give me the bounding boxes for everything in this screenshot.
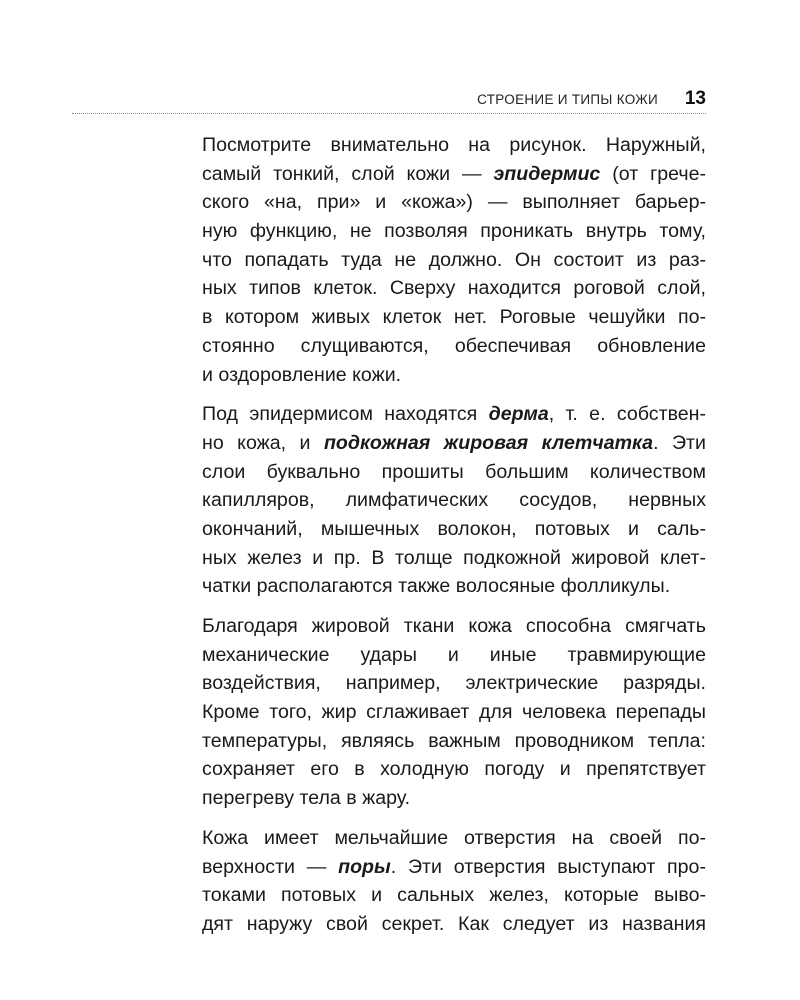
text-line: [202, 486, 706, 515]
text-line: [202, 881, 706, 910]
text-line: [202, 160, 706, 189]
body-text: [202, 131, 706, 950]
text-segment: токами потовых и сальных желез, которые выво-: [202, 884, 706, 907]
text-line: [202, 612, 706, 641]
text-segment: самый тонкий, слой кожи —: [202, 162, 494, 185]
text-segment: (от грече-: [600, 162, 706, 185]
text-line: [202, 303, 706, 332]
text-line: [202, 429, 706, 458]
text-line: [202, 755, 706, 784]
text-line: [202, 361, 706, 390]
text-line: [202, 727, 706, 756]
text-segment: ную функцию, не позволяя проникать внутрь тому,: [202, 220, 706, 243]
text-segment: ского «на, при» и «кожа») — выполняет барьер-: [202, 191, 706, 214]
text-segment: Кроме того, жир сглаживает для человека перепады: [202, 701, 706, 724]
text-segment: Под эпидермисом находятся: [202, 403, 489, 426]
key-term: подкожная жировая клетчатка: [323, 431, 654, 454]
text-segment: , т. е. собствен-: [548, 403, 706, 426]
text-segment: ных желез и пр. В толще подкожной жировой клет-: [202, 546, 706, 569]
text-segment: верхности —: [202, 855, 339, 878]
text-segment: сохраняет его в холодную погоду и препятствует: [202, 758, 706, 781]
text-line: [202, 853, 706, 882]
text-line: [202, 515, 706, 544]
text-line: [202, 246, 706, 275]
text-line: [202, 217, 706, 246]
page-number: 13: [684, 88, 706, 109]
text-segment: Кожа имеет мельчайшие отверстия на своей по-: [202, 826, 706, 849]
text-segment: механические удары и иные травмирующие: [202, 643, 706, 666]
key-term: дерма: [488, 403, 549, 426]
text-line: [202, 544, 706, 573]
text-segment: . Эти: [653, 431, 706, 454]
paragraph: [202, 612, 706, 813]
paragraph: [202, 400, 706, 601]
text-line: [202, 458, 706, 487]
key-term: эпидермис: [493, 162, 601, 185]
header-dotted-rule: [72, 113, 706, 114]
paragraph: [202, 824, 706, 939]
text-line: [202, 669, 706, 698]
text-line: [202, 274, 706, 303]
text-segment: капилляров, лимфатических сосудов, нервных: [202, 489, 706, 512]
running-title: СТРОЕНИЕ И ТИПЫ КОЖИ: [477, 92, 658, 107]
text-line: [202, 188, 706, 217]
text-segment: Благодаря жировой ткани кожа способна смягчать: [202, 615, 706, 637]
text-segment: и оздоровление кожи.: [202, 363, 402, 386]
paragraph: [202, 131, 706, 389]
key-term: поры: [338, 855, 391, 878]
text-segment: чатки располагаются также волосяные фолликулы.: [202, 575, 671, 598]
text-segment: стоянно слущиваются, обеспечивая обновление: [202, 334, 706, 357]
text-line: [202, 332, 706, 361]
text-line: [202, 572, 706, 601]
text-segment: температуры, являясь важным проводником тепла:: [202, 729, 706, 752]
text-segment: перегреву тела в жару.: [202, 787, 411, 810]
text-segment: что попадать туда не должно. Он состоит из раз-: [202, 248, 706, 271]
text-line: [202, 698, 706, 727]
text-segment: окончаний, мышечных волокон, потовых и саль-: [202, 517, 706, 540]
text-segment: в котором живых клеток нет. Роговые чешуйки по-: [202, 306, 706, 329]
text-line: [202, 641, 706, 670]
text-segment: Посмотрите внимательно на рисунок. Наружный,: [202, 134, 706, 156]
text-line: [202, 131, 706, 160]
text-line: [202, 784, 706, 813]
text-segment: но кожа, и: [202, 431, 324, 454]
text-segment: воздействия, например, электрические разряды.: [202, 672, 706, 695]
text-segment: дят наружу свой секрет. Как следует из названия: [202, 912, 706, 935]
text-line: [202, 910, 706, 939]
text-line: [202, 400, 706, 429]
text-segment: ных типов клеток. Сверху находится роговой слой,: [202, 277, 706, 300]
text-line: [202, 824, 706, 853]
text-segment: . Эти отверстия выступают про-: [390, 855, 706, 878]
text-segment: слои буквально прошиты большим количеством: [202, 460, 706, 483]
